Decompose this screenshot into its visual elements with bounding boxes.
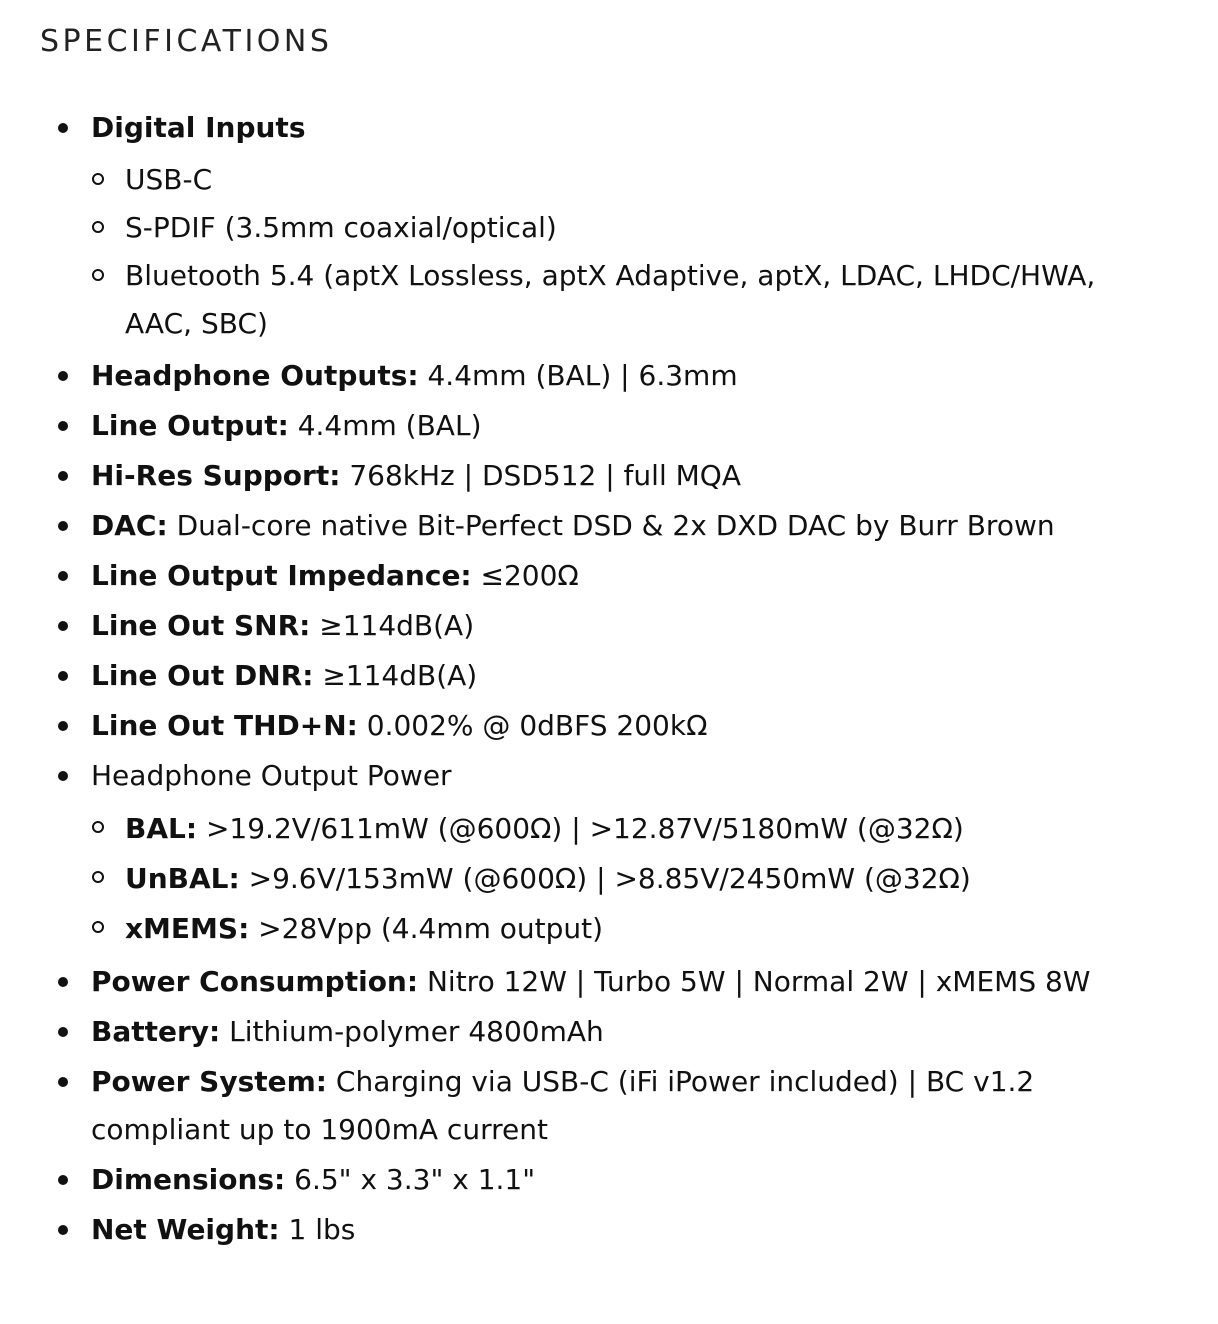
sub-item-value: >28Vpp (4.4mm output) bbox=[249, 912, 604, 945]
spec-list bbox=[0, 104, 1218, 1256]
spec-value: Nitro 12W | Turbo 5W | Normal 2W | xMEMS 8W bbox=[418, 965, 1091, 998]
sub-item-value: >9.6V/153mW (@600Ω) | >8.85V/2450mW (@32Ω) bbox=[239, 862, 971, 895]
circle-bullet-icon bbox=[92, 871, 104, 883]
spec-item-digital-inputs bbox=[0, 104, 1218, 348]
bullet-icon bbox=[58, 521, 68, 531]
sub-item-spdif bbox=[91, 204, 1128, 252]
spec-item-headphone-outputs bbox=[0, 352, 1218, 400]
spec-item-dimensions bbox=[0, 1156, 1218, 1204]
sub-item-bluetooth bbox=[91, 252, 1128, 348]
spec-value: 0.002% @ 0dBFS 200kΩ bbox=[357, 709, 708, 742]
spec-item-line-output-impedance bbox=[0, 552, 1218, 600]
circle-bullet-icon bbox=[92, 821, 104, 833]
sub-item-value: >19.2V/611mW (@600Ω) | >12.87V/5180mW (@32Ω) bbox=[197, 812, 964, 845]
spec-label: Headphone Output Power bbox=[91, 759, 452, 792]
bullet-icon bbox=[58, 1225, 68, 1235]
spec-label: DAC: bbox=[91, 509, 168, 542]
spec-value: ≤200Ω bbox=[471, 559, 579, 592]
spec-label: Line Output Impedance: bbox=[91, 559, 472, 592]
spec-value: 4.4mm (BAL) | 6.3mm bbox=[418, 359, 738, 392]
bullet-icon bbox=[58, 1175, 68, 1185]
bullet-icon bbox=[58, 721, 68, 731]
bullet-icon bbox=[58, 421, 68, 431]
digital-inputs-sublist bbox=[91, 156, 1128, 348]
spec-value: Lithium-polymer 4800mAh bbox=[220, 1015, 604, 1048]
circle-bullet-icon bbox=[92, 221, 104, 233]
spec-item-hires-support bbox=[0, 452, 1218, 500]
spec-label: Line Out DNR: bbox=[91, 659, 314, 692]
spec-item-line-out-dnr bbox=[0, 652, 1218, 700]
sub-item-text: S-PDIF (3.5mm coaxial/optical) bbox=[125, 211, 557, 244]
bullet-icon bbox=[58, 123, 68, 133]
spec-item-dac bbox=[0, 502, 1218, 550]
sub-item-text: USB-C bbox=[125, 163, 213, 196]
spec-item-battery bbox=[0, 1008, 1218, 1056]
spec-item-line-output bbox=[0, 402, 1218, 450]
sub-item-xmems bbox=[91, 904, 1128, 954]
spec-value: Dual-core native Bit-Perfect DSD & 2x DXD DAC by Burr Brown bbox=[167, 509, 1055, 542]
spec-label: Line Out THD+N: bbox=[91, 709, 358, 742]
spec-value: 1 lbs bbox=[279, 1213, 356, 1246]
circle-bullet-icon bbox=[92, 921, 104, 933]
spec-label: Power System: bbox=[91, 1065, 328, 1098]
bullet-icon bbox=[58, 471, 68, 481]
bullet-icon bbox=[58, 371, 68, 381]
output-power-sublist bbox=[91, 804, 1128, 954]
circle-bullet-icon bbox=[92, 173, 104, 185]
spec-label: Digital Inputs bbox=[91, 111, 306, 144]
bullet-icon bbox=[58, 621, 68, 631]
spec-item-line-out-snr bbox=[0, 602, 1218, 650]
spec-value: Charging via USB-C (iFi iPower included) | BC v1.2 compliant up to 1900mA current bbox=[91, 1065, 1035, 1146]
spec-value: 768kHz | DSD512 | full MQA bbox=[340, 459, 741, 492]
spec-value: 6.5" x 3.3" x 1.1" bbox=[285, 1163, 536, 1196]
bullet-icon bbox=[58, 977, 68, 987]
sub-item-text: Bluetooth 5.4 (aptX Lossless, aptX Adaptive, aptX, LDAC, LHDC/HWA, AAC, SBC) bbox=[125, 259, 1096, 340]
bullet-icon bbox=[58, 1027, 68, 1037]
bullet-icon bbox=[58, 1077, 68, 1087]
spec-item-line-out-thdn bbox=[0, 702, 1218, 750]
bullet-icon bbox=[58, 671, 68, 681]
sub-item-label: xMEMS: bbox=[125, 912, 250, 945]
page-title: SPECIFICATIONS bbox=[40, 24, 333, 59]
spec-item-power-consumption bbox=[0, 958, 1218, 1006]
sub-item-label: BAL: bbox=[125, 812, 198, 845]
spec-value: ≥114dB(A) bbox=[313, 659, 478, 692]
sub-item-usb-c bbox=[91, 156, 1128, 204]
spec-label: Headphone Outputs: bbox=[91, 359, 419, 392]
spec-item-net-weight bbox=[0, 1206, 1218, 1254]
sub-item-unbal bbox=[91, 854, 1128, 904]
bullet-icon bbox=[58, 771, 68, 781]
spec-label: Hi-Res Support: bbox=[91, 459, 341, 492]
spec-label: Net Weight: bbox=[91, 1213, 280, 1246]
circle-bullet-icon bbox=[92, 269, 104, 281]
sub-item-label: UnBAL: bbox=[125, 862, 240, 895]
spec-label: Battery: bbox=[91, 1015, 221, 1048]
spec-item-power-system bbox=[0, 1058, 1218, 1154]
spec-value: ≥114dB(A) bbox=[310, 609, 475, 642]
bullet-icon bbox=[58, 571, 68, 581]
spec-label: Line Output: bbox=[91, 409, 289, 442]
sub-item-bal bbox=[91, 804, 1128, 854]
spec-label: Power Consumption: bbox=[91, 965, 419, 998]
spec-value: 4.4mm (BAL) bbox=[288, 409, 482, 442]
spec-item-headphone-output-power bbox=[0, 752, 1218, 954]
spec-label: Line Out SNR: bbox=[91, 609, 311, 642]
spec-label: Dimensions: bbox=[91, 1163, 286, 1196]
